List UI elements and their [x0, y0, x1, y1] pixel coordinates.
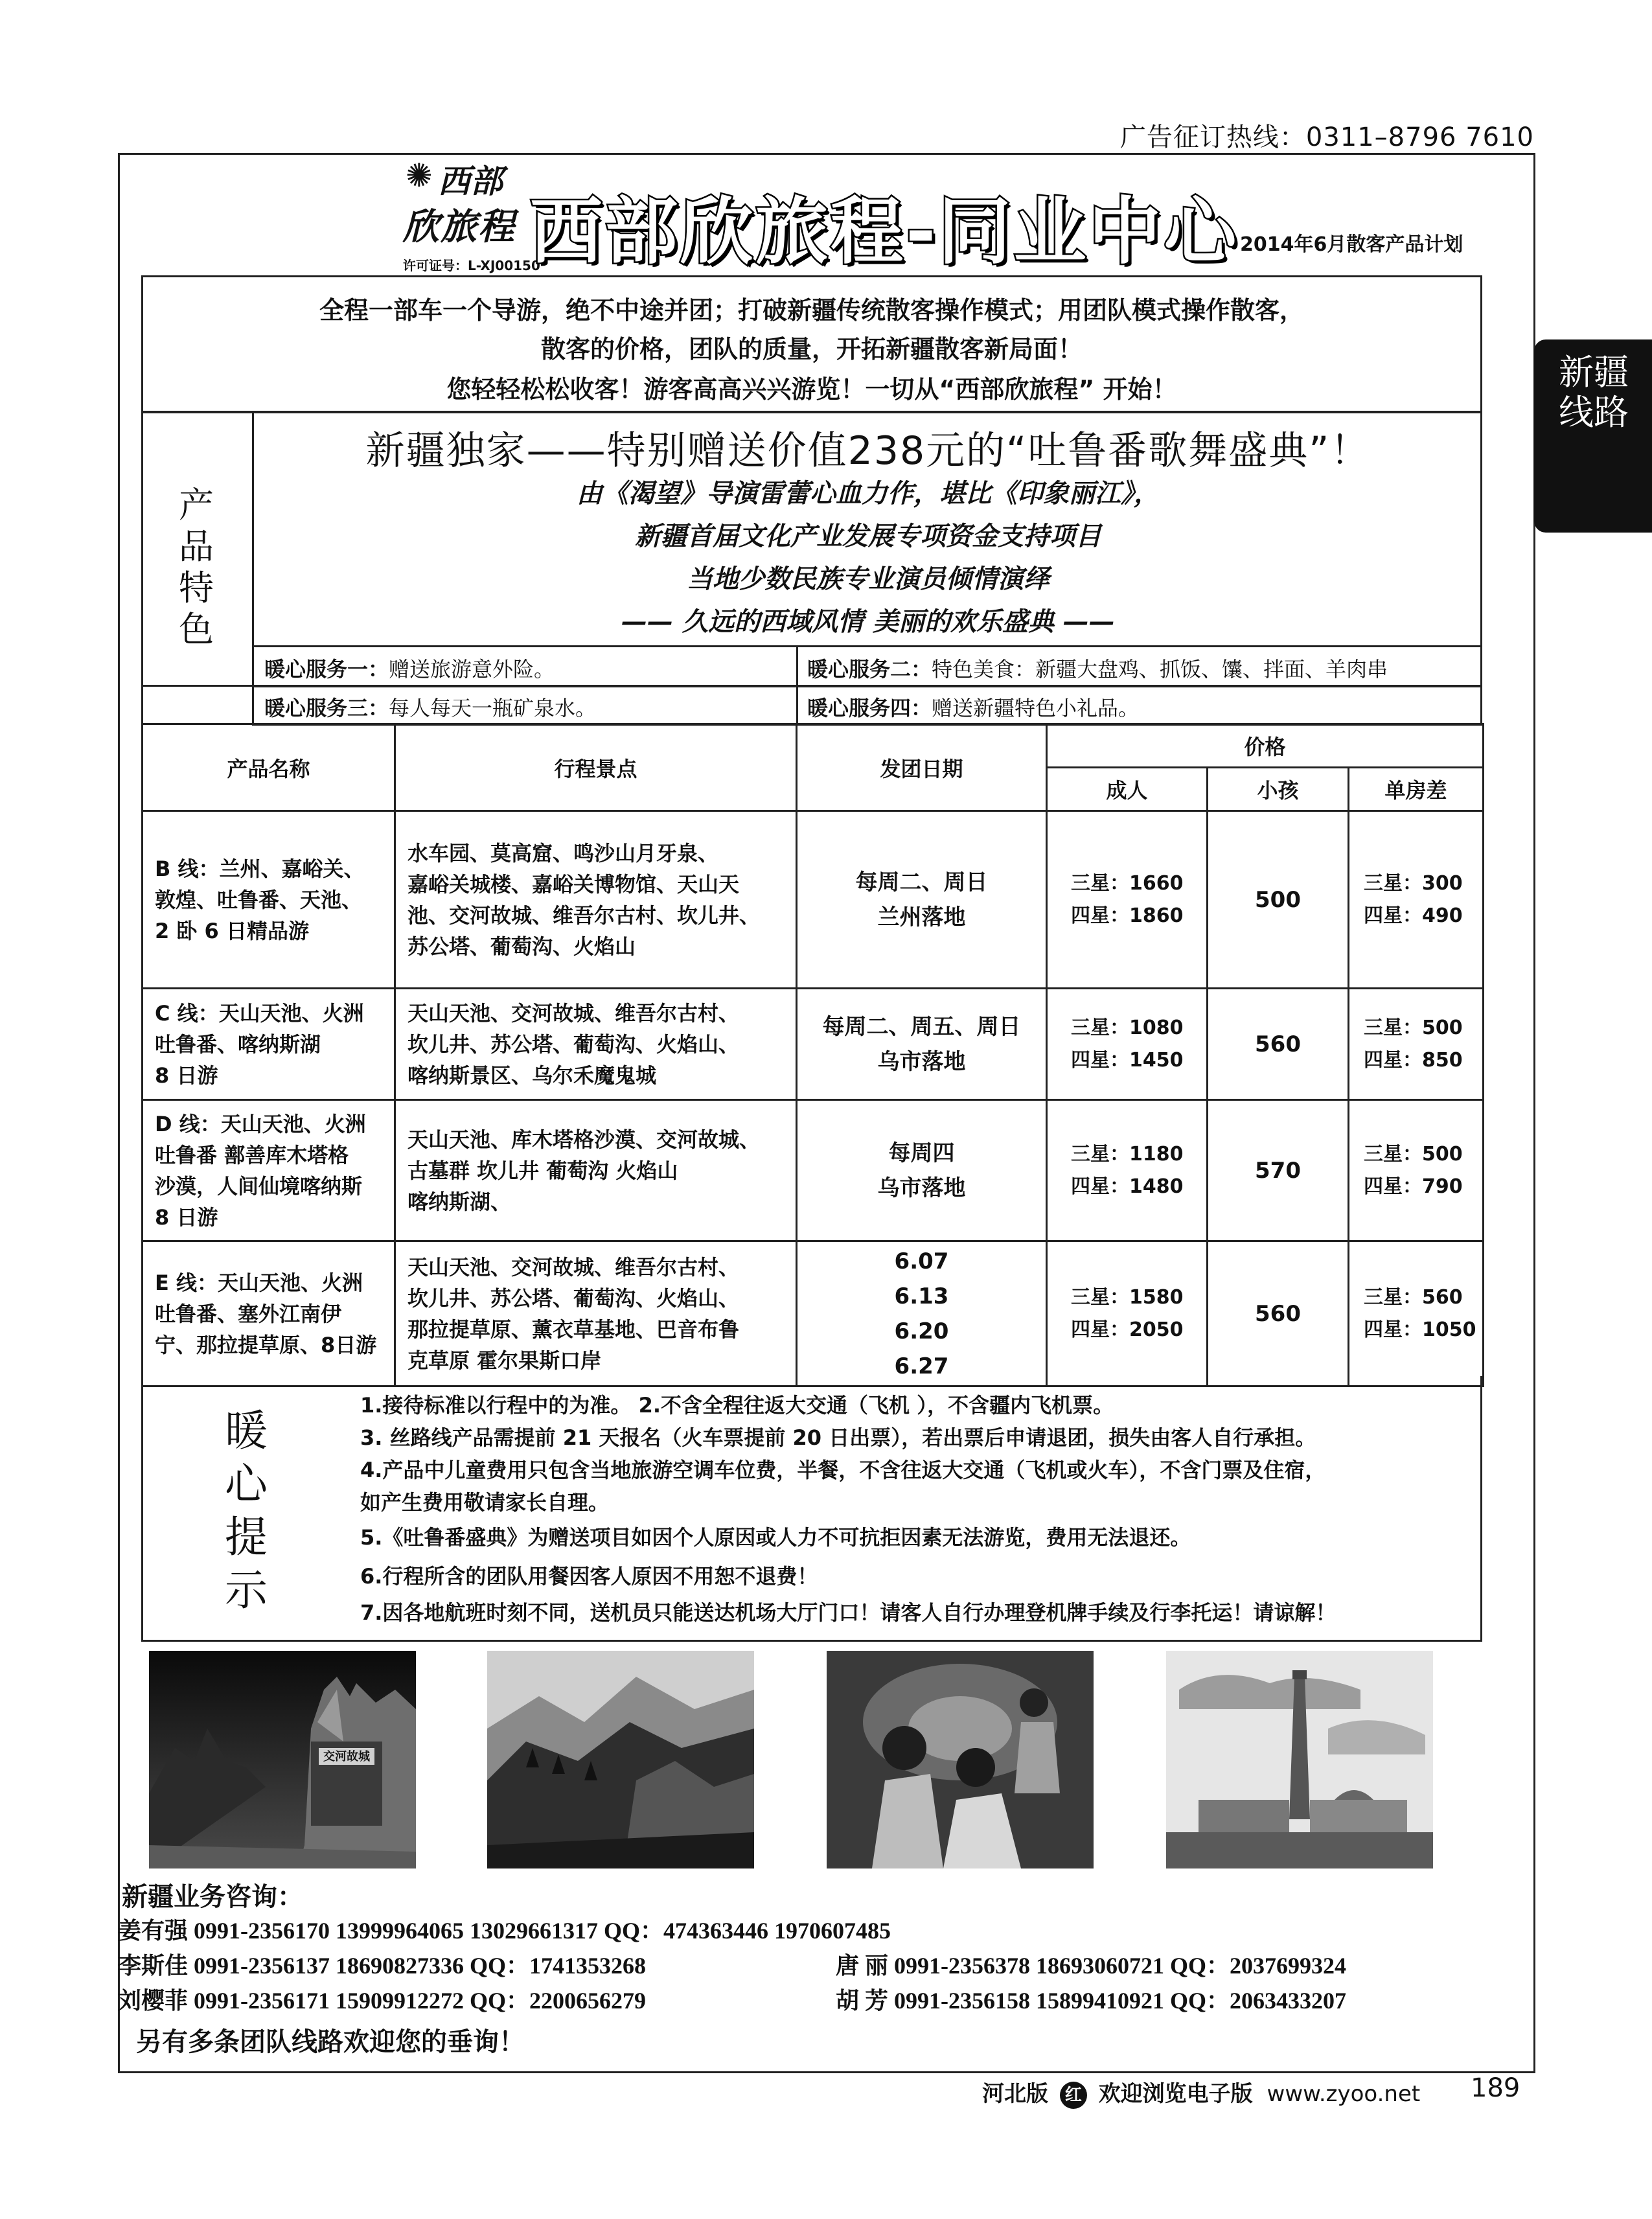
table-row	[143, 811, 1484, 989]
photo-mountain-forest	[487, 1651, 754, 1868]
child-price: 500	[1208, 811, 1349, 989]
service-row-border	[254, 685, 1482, 726]
more-routes-note: 另有多条团队线路欢迎您的垂询！	[136, 2027, 525, 2057]
route-dates: 6.07 6.13 6.20 6.27	[797, 1241, 1047, 1386]
route-name: E 线：天山天池、火洲 吐鲁番、塞外江南伊 宁、那拉提草原、8日游	[143, 1241, 395, 1386]
dancers-image	[827, 1651, 1094, 1868]
single-supplement: 三星：300 四星：490	[1349, 811, 1484, 989]
col-header-adult: 成人	[1047, 768, 1208, 811]
plan-subtitle: 2014年6月散客产品计划	[1240, 233, 1463, 256]
route-name: B 线：兰州、嘉峪关、 敦煌、吐鲁番、天池、 2 卧 6 日精品游	[143, 811, 395, 989]
divider	[254, 645, 1482, 647]
adult-price: 三星：1080 四星：1450	[1047, 989, 1208, 1100]
service-text: 特色美食：新疆大盘鸡、抓饭、馕、拌面、羊肉串	[932, 657, 1388, 682]
tip-item: 7.因各地航班时刻不同，送机员只能送达机场大厅门口！请客人自行办理登机牌手续及行李托运！请谅解！	[360, 1600, 1337, 1625]
adult-price: 三星：1180 四星：1480	[1047, 1100, 1208, 1241]
tip-item: 1.接待标准以行程中的为准。 2.不含全程往返大交通（飞机 ），不含疆内飞机票。	[360, 1393, 1114, 1418]
feature-line: 当地少数民族专业演员倾情演绎	[687, 564, 1050, 594]
route-dates: 每周二、周日 兰州落地	[797, 811, 1047, 989]
single-supplement: 三星：500 四星：850	[1349, 989, 1484, 1100]
service-text: 赠送旅游意外险。	[389, 657, 555, 682]
red-badge-icon: 红	[1060, 2082, 1087, 2109]
divider	[796, 685, 798, 726]
minaret-image	[1166, 1651, 1433, 1868]
feature-line: 新疆首届文化产业发展专项资金支持项目	[635, 522, 1101, 551]
jiaohe-ruins-image	[149, 1651, 416, 1868]
child-price: 560	[1208, 989, 1349, 1100]
contact-line: 李斯佳 0991-2356137 18690827336 QQ：1741353268	[118, 1953, 646, 1979]
table-row	[143, 989, 1484, 1100]
divider	[141, 685, 143, 726]
table-row	[143, 1100, 1484, 1241]
product-table	[141, 723, 1484, 1387]
contacts-title: 新疆业务咨询：	[122, 1882, 303, 1912]
service-text: 赠送新疆特色小礼品。	[932, 696, 1140, 720]
route-name: C 线：天山天池、火洲 吐鲁番、喀纳斯湖 8 日游	[143, 989, 395, 1100]
contact-line: 胡 芳 0991-2356158 15899410921 QQ：2063433207	[836, 1988, 1346, 2014]
route-name: D 线：天山天池、火洲 吐鲁番 鄯善库木塔格 沙漠，人间仙境喀纳斯 8 日游	[143, 1100, 395, 1241]
intro-line: 您轻轻松松收客！游客高高兴兴游览！一切从“西部欣旅程” 开始！	[446, 375, 1177, 404]
route-spots: 天山天池、交河故城、维吾尔古村、 坎儿井、苏公塔、葡萄沟、火焰山、 喀纳斯景区、乌尔禾魔鬼城	[395, 989, 797, 1100]
intro-line: 全程一部车一个导游，绝不中途并团；打破新疆传统散客操作模式；用团队模式操作散客，	[319, 296, 1304, 325]
service-item	[807, 653, 1388, 683]
footer-welcome: 欢迎浏览电子版	[1098, 2081, 1253, 2107]
table-row	[143, 1241, 1484, 1386]
tip-item: 6.行程所含的团队用餐因客人原因不用恕不退费！	[360, 1564, 818, 1589]
col-header-child: 小孩	[1208, 768, 1349, 811]
single-supplement: 三星：560 四星：1050	[1349, 1241, 1484, 1386]
tip-item: 5.《吐鲁番盛典》为赠送项目如因个人原因或人力不可抗拒因素无法游览，费用无法退还。	[360, 1525, 1191, 1550]
route-dates: 每周四 乌市落地	[797, 1100, 1047, 1241]
features-label: 产品特色	[179, 485, 214, 650]
features-headline: 新疆独家——特别赠送价值238元的“吐鲁番歌舞盛典”！	[365, 428, 1371, 474]
feature-line: —— 久远的西域风情 美丽的欢乐盛典 ——	[621, 607, 1115, 637]
tip-item: 4.产品中儿童费用只包含当地旅游空调车位费，半餐，不含往返大交通（飞机或火车），不含门票及住宿，	[360, 1458, 1326, 1482]
divider	[796, 645, 798, 687]
service-label: 暖心服务二：	[807, 657, 932, 682]
service-label: 暖心服务四：	[807, 696, 932, 720]
service-label: 暖心服务三：	[264, 696, 389, 720]
side-tab-label: 新疆线路	[1559, 352, 1629, 433]
adult-price: 三星：1660 四星：1860	[1047, 811, 1208, 989]
intro-line: 散客的价格，团队的质量，开拓新疆散客新局面！	[540, 335, 1083, 363]
adult-price: 三星：1580 四星：2050	[1047, 1241, 1208, 1386]
footer-edition: 河北版	[982, 2081, 1048, 2107]
col-header-spots: 行程景点	[395, 724, 797, 811]
child-price: 560	[1208, 1241, 1349, 1386]
photo-minaret	[1166, 1651, 1433, 1868]
footer-bar	[982, 2076, 1420, 2109]
contact-line: 姜有强 0991-2356170 13999964065 13029661317 QQ：474363446 1970607485	[118, 1918, 891, 1944]
mountain-forest-image	[487, 1651, 754, 1868]
page-title: 西部欣旅程-同业中心	[530, 190, 1239, 274]
single-supplement: 三星：500 四星：790	[1349, 1100, 1484, 1241]
tip-item: 如产生费用敬请家长自理。	[360, 1490, 610, 1515]
ad-hotline: 广告征订热线：0311–8796 7610	[1119, 122, 1534, 152]
logo-line1: 西部	[438, 162, 503, 200]
table-header-row	[143, 724, 1484, 768]
photo-dancers	[827, 1651, 1094, 1868]
contact-line: 唐 丽 0991-2356378 18693060721 QQ：2037699324	[836, 1953, 1346, 1979]
feature-line: 由《渴望》导演雷蕾心血力作，堪比《印象丽江》，	[577, 479, 1160, 509]
route-dates: 每周二、周五、周日 乌市落地	[797, 989, 1047, 1100]
footer-url[interactable]: www.zyoo.net	[1267, 2081, 1421, 2107]
sun-logo-icon: ✺	[406, 157, 433, 194]
photo-jiaohe-ruins	[149, 1651, 416, 1868]
col-header-dates: 发团日期	[797, 724, 1047, 811]
divider	[252, 685, 254, 726]
logo-line2: 欣旅程	[403, 205, 516, 248]
col-header-price: 价格	[1047, 724, 1484, 768]
page-number: 189	[1471, 2073, 1520, 2103]
col-header-name: 产品名称	[143, 724, 395, 811]
route-spots: 天山天池、库木塔格沙漠、交河故城、 古墓群 坎儿井 葡萄沟 火焰山 喀纳斯湖、	[395, 1100, 797, 1241]
route-spots: 水车园、莫高窟、鸣沙山月牙泉、 嘉峪关城楼、嘉峪关博物馆、天山天 池、交河故城、维吾尔古村、坎儿井、 苏公塔、葡萄沟、火焰山	[395, 811, 797, 989]
route-spots: 天山天池、交河故城、维吾尔古村、 坎儿井、苏公塔、葡萄沟、火焰山、 那拉提草原、薰衣草基地、巴音布鲁 克草原 霍尔果斯口岸	[395, 1241, 797, 1386]
child-price: 570	[1208, 1100, 1349, 1241]
service-label: 暖心服务一：	[264, 657, 389, 682]
service-item	[264, 653, 555, 683]
divider	[1480, 685, 1482, 726]
tip-item: 3. 丝路线产品需提前 21 天报名（火车票提前 20 日出票），若出票后申请退团，损失由客人自行承担。	[360, 1425, 1316, 1450]
tips-label: 暖心提示	[225, 1406, 268, 1615]
license-number: 许可证号：L-XJ00150	[403, 258, 540, 273]
photo-sign-text: 交河故城	[323, 1750, 370, 1764]
col-header-single: 单房差	[1349, 768, 1484, 811]
contact-line: 刘樱菲 0991-2356171 15909912272 QQ：2200656279	[118, 1988, 646, 2014]
service-text: 每人每天一瓶矿泉水。	[389, 696, 597, 720]
